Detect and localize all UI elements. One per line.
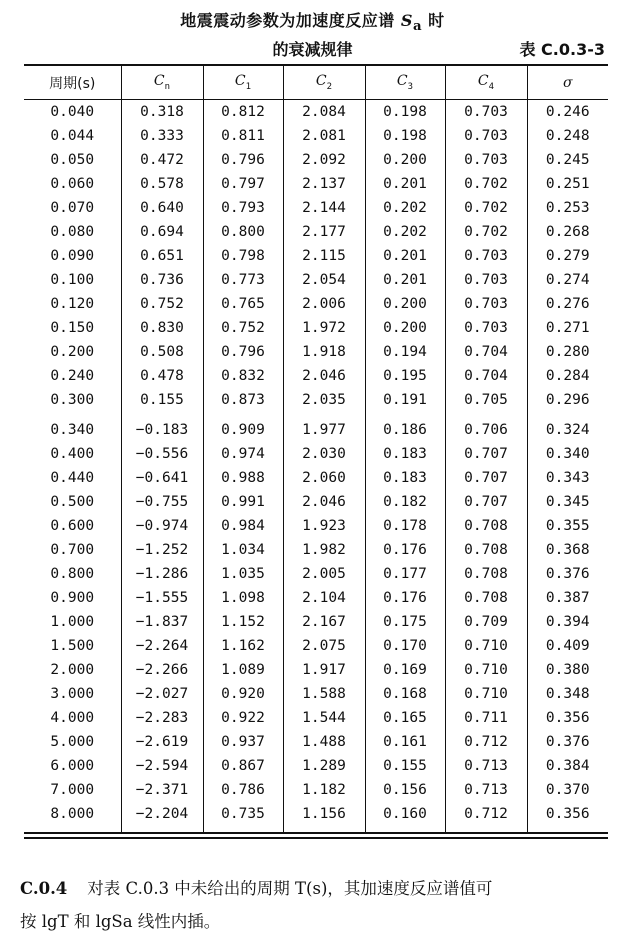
- table-cell: 0.355: [527, 514, 608, 538]
- table-cell: 0.508: [121, 340, 203, 364]
- table-cell: 0.182: [365, 490, 445, 514]
- table-cell: 0.786: [203, 778, 283, 802]
- table-cell: 0.988: [203, 466, 283, 490]
- table-cell: 0.176: [365, 586, 445, 610]
- header-c1-sub: 1: [245, 81, 252, 92]
- header-cn: [121, 65, 203, 100]
- table-cell: 0.984: [203, 514, 283, 538]
- table-cell: 0.200: [365, 316, 445, 340]
- table-cell: −2.204: [121, 802, 203, 832]
- table-row: [24, 148, 608, 172]
- table-cell: 0.201: [365, 172, 445, 196]
- table-row: [24, 682, 608, 706]
- table-cell: 0.376: [527, 730, 608, 754]
- table-cell: 2.000: [50, 662, 95, 678]
- table-cell: 0.170: [365, 634, 445, 658]
- table-row: [24, 412, 608, 442]
- note-number: C.0.4: [20, 879, 68, 898]
- table-cell: 8.000: [50, 806, 95, 822]
- table-cell: 0.150: [50, 320, 95, 336]
- table-cell: 2.081: [283, 124, 365, 148]
- table-cell: 0.703: [445, 244, 527, 268]
- table-cell: 0.177: [365, 562, 445, 586]
- table-row: [24, 634, 608, 658]
- table-cell: 0.202: [365, 220, 445, 244]
- table-cell: 2.046: [283, 490, 365, 514]
- header-sigma: [527, 65, 608, 100]
- table-cell: 0.202: [365, 196, 445, 220]
- table-cell: 0.709: [445, 610, 527, 634]
- table-row: [24, 196, 608, 220]
- table-cell: 0.183: [365, 466, 445, 490]
- table-cell: 0.368: [527, 538, 608, 562]
- table-cell: 0.245: [527, 148, 608, 172]
- table-cell: 0.736: [121, 268, 203, 292]
- table-cell: 0.333: [121, 124, 203, 148]
- table-cell: 0.279: [527, 244, 608, 268]
- table-cell: 3.000: [50, 686, 95, 702]
- table-cell: 0.712: [445, 730, 527, 754]
- table-cell: 0.276: [527, 292, 608, 316]
- table-cell: 0.704: [445, 364, 527, 388]
- header-c4: [445, 65, 527, 100]
- table-cell: 0.703: [445, 100, 527, 125]
- note-text-line1: 对表 C.0.3 中未给出的周期 T(s)，其加速度反应谱值可: [87, 879, 493, 898]
- header-c2: [283, 65, 365, 100]
- table-cell: 2.006: [283, 292, 365, 316]
- attenuation-table-wrapper: [24, 64, 608, 839]
- table-cell: 0.832: [203, 364, 283, 388]
- table-cell: 2.084: [283, 100, 365, 125]
- table-cell: 0.708: [445, 586, 527, 610]
- header-cn-sub: n: [164, 81, 171, 92]
- table-cell: 0.703: [445, 148, 527, 172]
- header-period: 周期(s): [24, 65, 121, 100]
- table-cell: 0.198: [365, 100, 445, 125]
- table-cell: 7.000: [50, 782, 95, 798]
- header-c4-sub: 4: [488, 81, 495, 92]
- table-cell: 1.182: [283, 778, 365, 802]
- table-row: [24, 610, 608, 634]
- header-c3-sub: 3: [407, 81, 414, 92]
- table-cell: 0.651: [121, 244, 203, 268]
- table-cell: 0.161: [365, 730, 445, 754]
- table-cell: 0.703: [445, 268, 527, 292]
- attenuation-table: [24, 64, 608, 832]
- table-row: [24, 754, 608, 778]
- table-cell: 0.120: [50, 296, 95, 312]
- title-symbol: S: [400, 11, 413, 30]
- table-cell: 2.177: [283, 220, 365, 244]
- table-row: [24, 220, 608, 244]
- table-row: [24, 466, 608, 490]
- table-cell: 0.070: [50, 200, 95, 216]
- table-cell: 2.005: [283, 562, 365, 586]
- table-cell: 0.710: [445, 682, 527, 706]
- table-cell: 0.191: [365, 388, 445, 412]
- table-cell: 0.296: [527, 388, 608, 412]
- table-cell: 0.175: [365, 610, 445, 634]
- table-row: [24, 124, 608, 148]
- table-cell: 1.098: [203, 586, 283, 610]
- table-cell: 0.201: [365, 268, 445, 292]
- table-cell: 0.712: [445, 802, 527, 832]
- table-row: [24, 586, 608, 610]
- note-text-line2: 按 lgT 和 lgSa 线性内插。: [20, 912, 221, 931]
- table-cell: 0.640: [121, 196, 203, 220]
- table-cell: 0.752: [203, 316, 283, 340]
- table-cell: −0.974: [121, 514, 203, 538]
- table-cell: 0.409: [527, 634, 608, 658]
- table-cell: 0.707: [445, 490, 527, 514]
- table-cell: 0.500: [50, 494, 95, 510]
- table-cell: 0.703: [445, 316, 527, 340]
- table-row: [24, 340, 608, 364]
- table-cell: 0.752: [121, 292, 203, 316]
- table-cell: 0.195: [365, 364, 445, 388]
- table-cell: 0.773: [203, 268, 283, 292]
- table-cell: 0.394: [527, 610, 608, 634]
- table-cell: 1.918: [283, 340, 365, 364]
- table-cell: 2.137: [283, 172, 365, 196]
- header-c1-symbol: C: [234, 73, 246, 90]
- table-row: [24, 244, 608, 268]
- table-cell: 0.708: [445, 514, 527, 538]
- table-cell: 1.588: [283, 682, 365, 706]
- table-cell: −2.027: [121, 682, 203, 706]
- table-cell: −0.755: [121, 490, 203, 514]
- table-cell: 0.155: [121, 388, 203, 412]
- table-cell: 0.345: [527, 490, 608, 514]
- table-row: [24, 658, 608, 682]
- table-cell: 0.090: [50, 248, 95, 264]
- table-cell: −2.371: [121, 778, 203, 802]
- header-c2-symbol: C: [315, 73, 327, 90]
- table-cell: 0.240: [50, 368, 95, 384]
- header-cn-symbol: C: [153, 73, 165, 90]
- table-cell: 0.974: [203, 442, 283, 466]
- table-row: [24, 316, 608, 340]
- table-cell: 0.440: [50, 470, 95, 486]
- table-cell: 1.500: [50, 638, 95, 654]
- table-cell: 0.280: [527, 340, 608, 364]
- table-cell: 0.271: [527, 316, 608, 340]
- title-text-pre: 地震震动参数为加速度反应谱: [180, 11, 395, 30]
- table-header: [24, 65, 608, 100]
- table-cell: 0.356: [527, 802, 608, 832]
- table-cell: 1.000: [50, 614, 95, 630]
- table-cell: 2.075: [283, 634, 365, 658]
- table-cell: 5.000: [50, 734, 95, 750]
- table-cell: 0.200: [365, 148, 445, 172]
- table-cell: 0.478: [121, 364, 203, 388]
- table-cell: 0.703: [445, 292, 527, 316]
- table-cell: 0.246: [527, 100, 608, 125]
- table-cell: 0.937: [203, 730, 283, 754]
- table-cell: 0.710: [445, 658, 527, 682]
- table-cell: −1.837: [121, 610, 203, 634]
- table-cell: 0.348: [527, 682, 608, 706]
- title-text-post: 时: [428, 11, 445, 30]
- header-c2-sub: 2: [326, 81, 333, 92]
- table-cell: 0.380: [527, 658, 608, 682]
- table-cell: 0.248: [527, 124, 608, 148]
- table-cell: 0.765: [203, 292, 283, 316]
- table-row: [24, 730, 608, 754]
- table-cell: 2.092: [283, 148, 365, 172]
- table-cell: 0.922: [203, 706, 283, 730]
- table-cell: 0.370: [527, 778, 608, 802]
- table-cell: −2.283: [121, 706, 203, 730]
- table-cell: 0.160: [365, 802, 445, 832]
- table-cell: 2.167: [283, 610, 365, 634]
- table-cell: 0.201: [365, 244, 445, 268]
- table-row: [24, 562, 608, 586]
- table-title-line1: [0, 8, 625, 34]
- table-cell: 0.284: [527, 364, 608, 388]
- table-row: [24, 802, 608, 832]
- table-cell: 0.200: [50, 344, 95, 360]
- table-cell: −2.264: [121, 634, 203, 658]
- table-cell: 0.324: [527, 412, 608, 442]
- table-cell: 0.186: [365, 412, 445, 442]
- table-cell: 1.972: [283, 316, 365, 340]
- table-cell: 0.274: [527, 268, 608, 292]
- table-cell: 2.054: [283, 268, 365, 292]
- table-cell: 0.909: [203, 412, 283, 442]
- table-cell: 0.707: [445, 466, 527, 490]
- table-cell: 0.920: [203, 682, 283, 706]
- table-bottom-rule: [24, 832, 608, 834]
- table-cell: 0.707: [445, 442, 527, 466]
- table-cell: 0.578: [121, 172, 203, 196]
- table-cell: 2.035: [283, 388, 365, 412]
- table-cell: −2.594: [121, 754, 203, 778]
- table-cell: 0.702: [445, 172, 527, 196]
- title-symbol-sub: a: [412, 18, 423, 35]
- table-row: [24, 442, 608, 466]
- table-row: [24, 268, 608, 292]
- table-cell: 0.194: [365, 340, 445, 364]
- table-cell: 0.600: [50, 518, 95, 534]
- table-cell: 0.100: [50, 272, 95, 288]
- table-cell: 0.251: [527, 172, 608, 196]
- table-row: [24, 172, 608, 196]
- table-row: [24, 100, 608, 125]
- table-cell: 0.200: [365, 292, 445, 316]
- table-cell: 1.917: [283, 658, 365, 682]
- table-cell: 0.708: [445, 538, 527, 562]
- table-cell: 0.800: [50, 566, 95, 582]
- table-cell: −0.183: [121, 412, 203, 442]
- table-cell: 0.798: [203, 244, 283, 268]
- table-cell: 0.165: [365, 706, 445, 730]
- table-row: [24, 706, 608, 730]
- table-cell: 0.169: [365, 658, 445, 682]
- table-cell: 0.060: [50, 176, 95, 192]
- table-cell: 4.000: [50, 710, 95, 726]
- table-row: [24, 490, 608, 514]
- table-cell: 1.089: [203, 658, 283, 682]
- table-cell: 0.178: [365, 514, 445, 538]
- table-cell: 1.035: [203, 562, 283, 586]
- table-cell: 0.050: [50, 152, 95, 168]
- table-cell: 2.104: [283, 586, 365, 610]
- table-cell: 1.152: [203, 610, 283, 634]
- clause-note: [20, 872, 615, 938]
- header-c3-symbol: C: [396, 73, 408, 90]
- table-cell: 0.704: [445, 340, 527, 364]
- table-cell: 2.030: [283, 442, 365, 466]
- table-cell: 0.705: [445, 388, 527, 412]
- table-cell: 0.400: [50, 446, 95, 462]
- table-cell: 0.703: [445, 124, 527, 148]
- table-cell: 2.046: [283, 364, 365, 388]
- table-cell: 0.040: [50, 104, 95, 120]
- table-cell: −2.619: [121, 730, 203, 754]
- table-cell: 0.708: [445, 562, 527, 586]
- table-cell: 0.867: [203, 754, 283, 778]
- table-cell: 0.830: [121, 316, 203, 340]
- table-cell: −0.556: [121, 442, 203, 466]
- table-cell: 0.253: [527, 196, 608, 220]
- table-cell: 2.144: [283, 196, 365, 220]
- table-cell: 0.702: [445, 220, 527, 244]
- table-cell: 0.340: [527, 442, 608, 466]
- table-cell: 1.923: [283, 514, 365, 538]
- table-cell: 0.694: [121, 220, 203, 244]
- header-c4-symbol: C: [477, 73, 489, 90]
- table-cell: 1.544: [283, 706, 365, 730]
- table-cell: −0.641: [121, 466, 203, 490]
- table-cell: 0.702: [445, 196, 527, 220]
- table-cell: 0.472: [121, 148, 203, 172]
- table-cell: 0.183: [365, 442, 445, 466]
- table-cell: 0.700: [50, 542, 95, 558]
- table-cell: 0.356: [527, 706, 608, 730]
- table-cell: 0.800: [203, 220, 283, 244]
- table-cell: 0.710: [445, 634, 527, 658]
- table-body: [24, 100, 608, 833]
- header-sigma-symbol: σ: [562, 74, 573, 91]
- table-cell: 2.115: [283, 244, 365, 268]
- table-cell: 0.268: [527, 220, 608, 244]
- table-cell: 0.318: [121, 100, 203, 125]
- table-cell: 0.156: [365, 778, 445, 802]
- table-cell: 0.991: [203, 490, 283, 514]
- table-cell: 0.343: [527, 466, 608, 490]
- table-number: 表 C.0.3-3: [519, 40, 605, 59]
- table-row: [24, 388, 608, 412]
- table-bottom-rule-double: [24, 837, 608, 839]
- table-cell: 0.812: [203, 100, 283, 125]
- table-row: [24, 538, 608, 562]
- table-cell: 0.080: [50, 224, 95, 240]
- table-cell: 0.168: [365, 682, 445, 706]
- table-cell: 0.155: [365, 754, 445, 778]
- table-row: [24, 778, 608, 802]
- table-cell: 0.713: [445, 754, 527, 778]
- table-cell: 0.044: [50, 128, 95, 144]
- table-cell: 0.387: [527, 586, 608, 610]
- table-title-line2: 的衰减规律: [272, 40, 353, 59]
- table-row: [24, 364, 608, 388]
- table-cell: −1.286: [121, 562, 203, 586]
- table-cell: 0.735: [203, 802, 283, 832]
- table-cell: 1.289: [283, 754, 365, 778]
- note-line1: [20, 872, 615, 905]
- table-cell: 0.796: [203, 340, 283, 364]
- table-cell: 0.796: [203, 148, 283, 172]
- header-row: [24, 65, 608, 100]
- table-row: [24, 292, 608, 316]
- table-cell: 0.797: [203, 172, 283, 196]
- table-cell: 1.977: [283, 412, 365, 442]
- table-cell: 6.000: [50, 758, 95, 774]
- table-cell: 0.300: [50, 392, 95, 408]
- table-cell: 0.713: [445, 778, 527, 802]
- table-cell: 0.198: [365, 124, 445, 148]
- header-c3: [365, 65, 445, 100]
- table-cell: 0.706: [445, 412, 527, 442]
- table-cell: −2.266: [121, 658, 203, 682]
- header-c1: [203, 65, 283, 100]
- table-cell: 1.488: [283, 730, 365, 754]
- table-row: [24, 514, 608, 538]
- table-cell: 0.793: [203, 196, 283, 220]
- table-cell: 1.156: [283, 802, 365, 832]
- table-cell: 0.176: [365, 538, 445, 562]
- table-cell: 0.376: [527, 562, 608, 586]
- table-cell: 0.873: [203, 388, 283, 412]
- table-cell: 0.811: [203, 124, 283, 148]
- table-cell: 1.162: [203, 634, 283, 658]
- table-cell: 0.711: [445, 706, 527, 730]
- table-cell: −1.252: [121, 538, 203, 562]
- table-cell: 1.982: [283, 538, 365, 562]
- table-cell: −1.555: [121, 586, 203, 610]
- table-cell: 0.384: [527, 754, 608, 778]
- table-cell: 2.060: [283, 466, 365, 490]
- table-cell: 0.900: [50, 590, 95, 606]
- table-cell: 1.034: [203, 538, 283, 562]
- table-cell: 0.340: [50, 422, 95, 438]
